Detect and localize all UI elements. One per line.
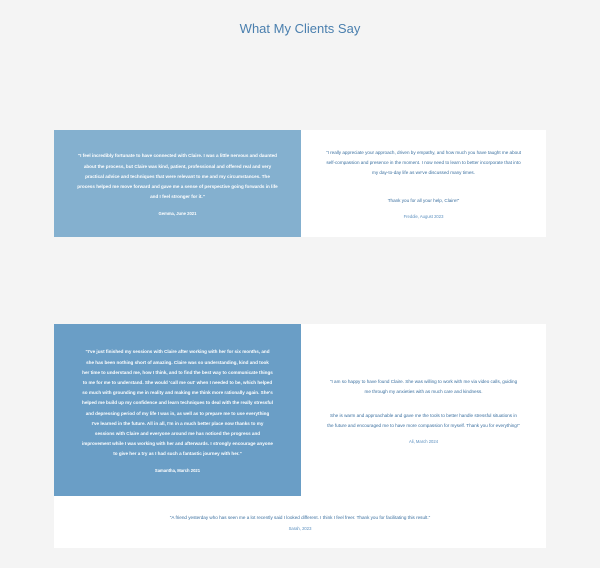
testimonial-quote-part-1: "I am so happy to have found Claire. She was willing to work with me via video calls, guiding me through my anxieties with as much care and kindness. <box>329 378 518 394</box>
testimonial-card-sarah <box>54 496 546 548</box>
testimonial-quote: "I've just finished my sessions with Claire after working with her for six months, and she has been nothing short of amazing. Claire was so understanding, kind and took her time to understand me, how I think, and to find the best way to communicate things to me for me to understand. She would 'call me out' when I needed to be, which helped so much with grounding me in reality and making me think more rationally again. She's helped me build up my confidence and learn techniques to deal with the really stressful and depressing period of my life I was in, as well as to prepare me to use everything I've learned in the future. All in all, I'm in a much better place now thanks to my sessions with Claire and everyone around me has noticed the progress and improvement while I was working with her and afterwards. I strongly encourage anyone to give her a try as I had such a fantastic journey with her." <box>82 349 273 457</box>
testimonial-card-ali <box>301 324 546 496</box>
testimonial-card-freddie <box>301 130 546 237</box>
testimonial-card-samantha <box>54 324 301 496</box>
testimonial-author: Ali, March 2024 <box>408 438 439 444</box>
testimonial-author: Samantha, March 2021 <box>154 467 201 473</box>
testimonial-quote-part-2: She is warm and approachable and gave me the tools to better handle stressful situations in the future and encouraged me to have more compassion for myself. Thank you for everything!" <box>327 412 520 428</box>
testimonial-card-gemma <box>54 130 301 237</box>
testimonial-signoff: Thank you for all your help, Claire!" <box>387 198 460 204</box>
testimonial-quote: "A friend yesterday who has seen me a lot recently said I looked different. I think I feel freer. Thank you for facilitating this result." <box>169 515 431 521</box>
testimonial-author: Freddie, August 2023 <box>403 214 444 220</box>
testimonial-author: Gemma, June 2021 <box>158 210 197 216</box>
testimonial-author: Sarah, 2023 <box>288 525 312 531</box>
page-title: What My Clients Say <box>239 21 361 36</box>
testimonial-quote: "I really appreciate your approach, driven by empathy, and how much you have taught me about self-compassion and presence in the moment. I now need to learn to better incorporate that into my day-to-day life as we've discussed many times. <box>325 149 522 176</box>
testimonial-quote: "I feel incredibly fortunate to have connected with Claire. I was a little nervous and daunted about the process, but Claire was kind, patient, professional and offered real and very practical advice and techniques that were relevant to me and my circumstances. The process helped me move forward and gave me a sense of perspective going forwards in life and I feel stronger for it." <box>77 153 278 200</box>
